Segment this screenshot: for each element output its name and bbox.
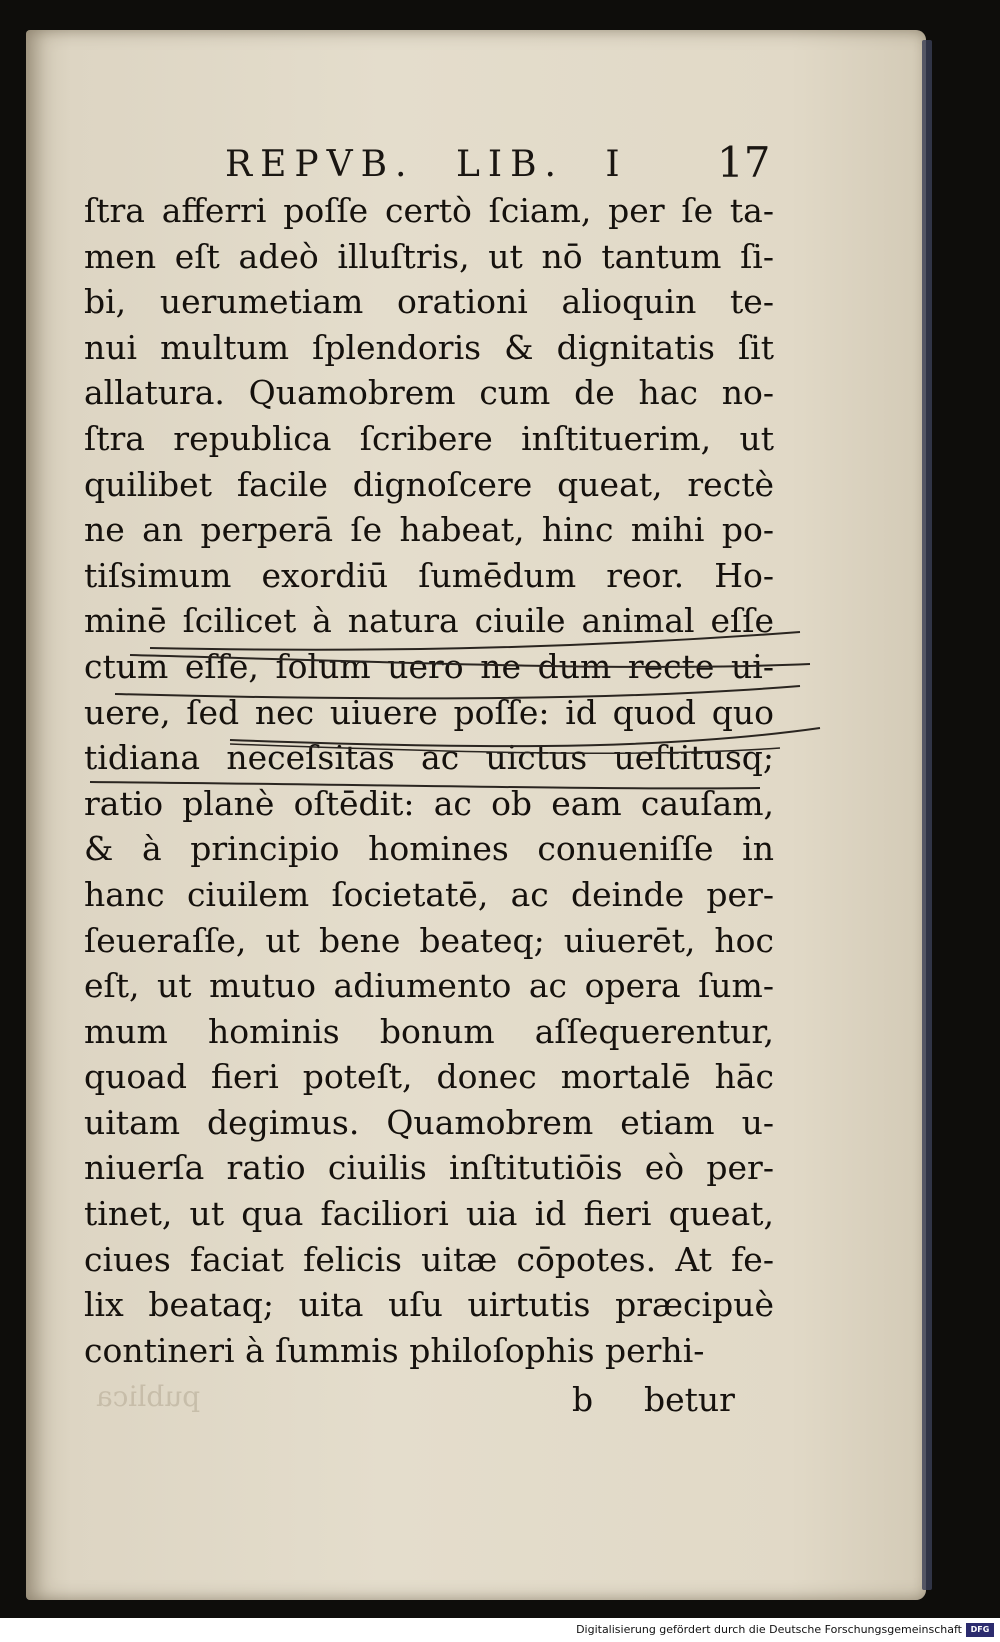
text-line: ne an perperā ſe habeat, hinc mihi po-: [84, 510, 774, 550]
text-line: ſeueraſſe, ut bene beateq; uiuerēt, hoc: [84, 920, 774, 960]
text-line: niuerſa ratio ciuilis inſtitutiōis eò per-: [84, 1148, 774, 1188]
text-line: tiſsimum exordiū ſumēdum reor. Ho-: [84, 555, 774, 595]
catchword: betur: [644, 1380, 735, 1419]
catchline: [84, 1380, 744, 1426]
text-line: mum hominis bonum aſſequerentur,: [84, 1011, 774, 1051]
text-line: tinet, ut qua faciliori uia id fieri queat,: [84, 1194, 774, 1234]
page-number: 17: [717, 138, 771, 187]
digitization-footer: [0, 1618, 1000, 1642]
text-line: ratio planè oſtēdit: ac ob eam cauſam,: [84, 783, 774, 823]
text-line: uitam degimus. Quamobrem etiam u-: [84, 1102, 774, 1142]
show-through-text: publica: [96, 1380, 201, 1413]
text-line: quoad fieri poteſt, donec mortalē hāc: [84, 1057, 774, 1097]
page-edge: [922, 40, 932, 1590]
funding-credit: Digitalisierung gefördert durch die Deutsche Forschungsgemeinschaft: [576, 1623, 962, 1636]
page-header: [60, 138, 780, 192]
text-line: eſt, ut mutuo adiumento ac opera ſum-: [84, 966, 774, 1006]
dfg-logo: DFG: [966, 1623, 994, 1637]
text-line: ſtra afferri poſſe certò ſciam, per ſe ta-: [84, 191, 774, 230]
text-line: ſtra republica ſcribere inſtituerim, ut: [84, 418, 774, 458]
text-line: men eſt adeò illuſtris, ut nō tantum ſi-: [84, 236, 774, 276]
text-line: uere, ſed nec uiuere poſſe: id quod quo: [84, 692, 774, 732]
text-line: hanc ciuilem ſocietatē, ac deinde per-: [84, 874, 774, 914]
text-line: & à principio homines conueniſſe in: [84, 829, 774, 869]
text-line: quilibet facile dignoſcere queat, rectè: [84, 464, 774, 504]
text-line: nui multum ſplendoris & dignitatis ſit: [84, 327, 774, 367]
text-line: contineri à ſummis philoſophis perhi-: [84, 1330, 705, 1370]
running-title: REPVB. LIB. I: [225, 144, 628, 185]
signature-mark: b: [572, 1380, 594, 1419]
text-line: minē ſcilicet à natura ciuile animal eſſe: [84, 601, 774, 641]
text-line: allatura. Quamobrem cum de hac no-: [84, 373, 774, 413]
text-line: ctum eſſe, ſolum uero ne dum recte ui-: [84, 646, 774, 686]
text-line: lix beataq; uita uſu uirtutis præcipuè: [84, 1285, 774, 1325]
body-text: [84, 188, 774, 1373]
text-line: tidiana neceſsitas ac uictus ueſtitusq;: [84, 738, 774, 778]
text-line: ciues faciat felicis uitæ cōpotes. At fe-: [84, 1239, 774, 1279]
text-line: bi, uerumetiam orationi alioquin te-: [84, 282, 774, 322]
